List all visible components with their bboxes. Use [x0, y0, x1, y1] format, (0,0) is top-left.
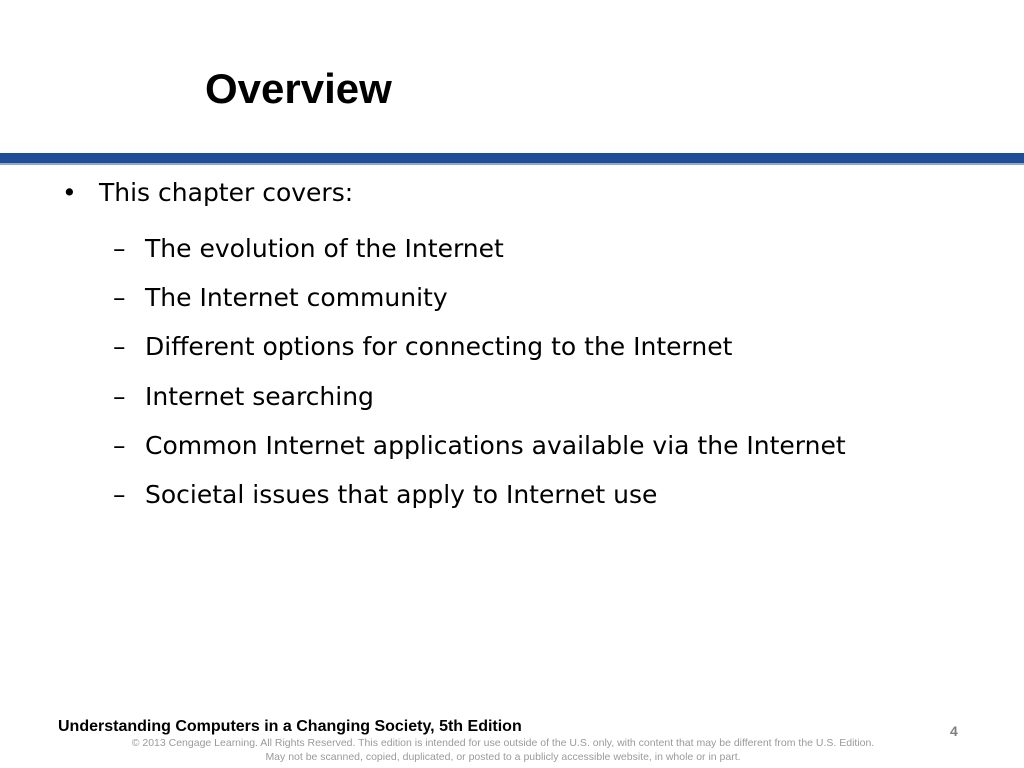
dash-marker: – [113, 479, 126, 509]
page-number: 4 [950, 723, 958, 739]
bullet-text: This chapter covers: [99, 178, 354, 207]
copyright-line: May not be scanned, copied, duplicated, or posted to a publicly accessible website, in whole or in part. [265, 751, 741, 763]
footer-book-title: Understanding Computers in a Changing Society, 5th Edition [58, 718, 522, 735]
dash-marker: – [113, 381, 126, 411]
slide-title: Overview [205, 65, 392, 112]
copyright-line: © 2013 Cengage Learning. All Rights Reserved. This edition is intended for use outside of the U.S. only, with content that may be different from the U.S. Edition. [131, 737, 875, 749]
sub-bullet-text: Different options for connecting to the Internet [145, 332, 733, 362]
sub-bullet-text: Societal issues that apply to Internet use [145, 479, 658, 509]
sub-bullet-text: Internet searching [145, 381, 374, 411]
dash-marker: – [113, 234, 126, 263]
sub-bullet-text: Common Internet applications available via the Internet [145, 430, 846, 460]
sub-bullet-text: The evolution of the Internet [145, 234, 504, 263]
title-divider-shadow [0, 163, 1024, 165]
title-divider [0, 153, 1024, 163]
dash-marker: – [113, 430, 126, 460]
dash-marker: – [113, 332, 126, 362]
sub-bullet-text: The Internet community [145, 283, 448, 313]
bullet-marker: • [62, 178, 77, 207]
dash-marker: – [113, 283, 126, 313]
copyright-notice [0, 736, 1006, 764]
